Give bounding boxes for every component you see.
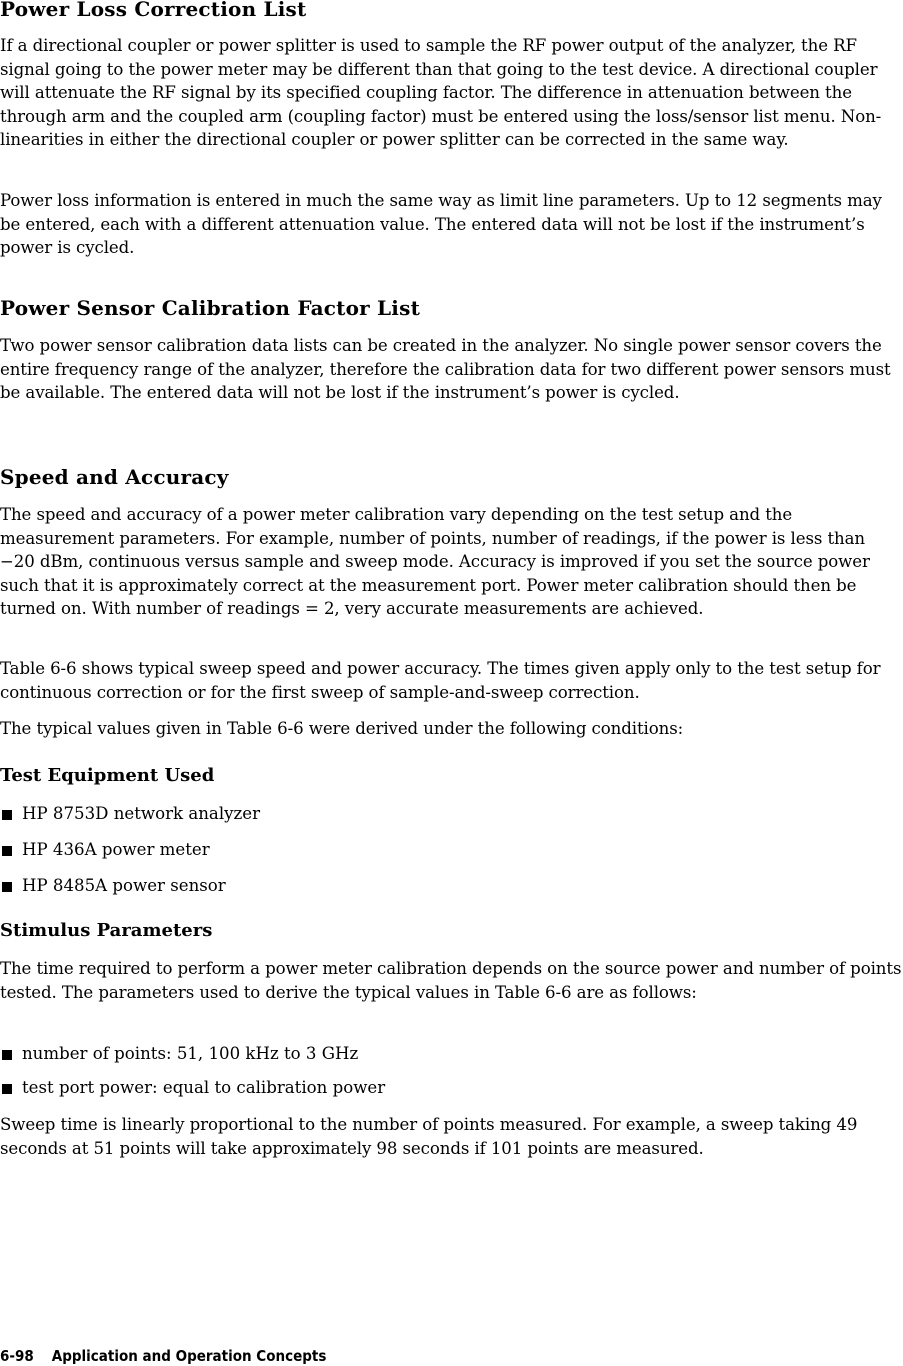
page-number: 6-98 bbox=[0, 1347, 34, 1365]
list-item: test port power: equal to calibration power bbox=[0, 1076, 903, 1100]
heading-sensor-cal: Power Sensor Calibration Factor List bbox=[0, 296, 421, 320]
list-item: HP 8753D network analyzer bbox=[0, 802, 903, 826]
paragraph-speed-2: Table 6-6 shows typical sweep speed and power accuracy. The times given apply only to the test setup for continuous correction or for the first sweep of sample-and-sweep correction. bbox=[0, 659, 881, 702]
list-item: number of points: 51, 100 kHz to 3 GHz bbox=[0, 1042, 903, 1066]
paragraph-power-loss-2: Power loss information is entered in much the same way as limit line parameters. Up to 12 segments may be entered, each with a different attenuation value. The entered data will not be lost if the instrument’s power is cycled. bbox=[0, 191, 882, 258]
heading-speed-accuracy: Speed and Accuracy bbox=[0, 465, 229, 489]
paragraph-sensor-cal-1: Two power sensor calibration data lists can be created in the analyzer. No single power sensor covers the entire frequency range of the analyzer, therefore the calibration data for two different power sensors must be available. The entered data will not be lost if the instrument’s power is cycled. bbox=[0, 336, 891, 403]
heading-test-equipment: Test Equipment Used bbox=[0, 765, 215, 786]
list-item: HP 436A power meter bbox=[0, 838, 903, 862]
bullet-square-icon bbox=[2, 882, 12, 892]
bullet-square-icon bbox=[2, 1050, 12, 1060]
paragraph-stimulus-intro: The time required to perform a power meter calibration depends on the source power and number of points tested. The parameters used to derive the typical values in Table 6-6 are as follows: bbox=[0, 959, 902, 1002]
paragraph-speed-3: The typical values given in Table 6-6 were derived under the following conditions: bbox=[0, 719, 684, 738]
bullet-square-icon bbox=[2, 1084, 12, 1094]
heading-power-loss: Power Loss Correction List bbox=[0, 0, 307, 21]
paragraph-speed-1: The speed and accuracy of a power meter calibration vary depending on the test setup and the measurement parameters. For example, number of points, number of readings, if the power is less than −20 dBm, continuous versus sample and sweep mode. Accuracy is improved if you set the source power such that it is approximately correct at the measurement port. Power meter calibration should then be turned on. With number of readings = 2, very accurate measurements are achieved. bbox=[0, 505, 870, 619]
footer-title: Application and Operation Concepts bbox=[51, 1347, 327, 1365]
bullet-square-icon bbox=[2, 846, 12, 856]
list-item: HP 8485A power sensor bbox=[0, 874, 903, 898]
paragraph-power-loss-1: If a directional coupler or power splitter is used to sample the RF power output of the analyzer, the RF signal going to the power meter may be different than that going to the test device. A directional coupler will attenuate the RF signal by its specified coupling factor. The difference in attenuation between the through arm and the coupled arm (coupling factor) must be entered using the loss/sensor list menu. Non-linearities in either the directional coupler or power splitter can be corrected in the same way. bbox=[0, 36, 882, 150]
paragraph-stimulus-closing: Sweep time is linearly proportional to the number of points measured. For example, a sweep taking 49 seconds at 51 points will take approximately 98 seconds if 101 points are measured. bbox=[0, 1115, 858, 1158]
page-footer bbox=[0, 1346, 326, 1366]
heading-stimulus: Stimulus Parameters bbox=[0, 920, 213, 941]
bullet-square-icon bbox=[2, 810, 12, 820]
